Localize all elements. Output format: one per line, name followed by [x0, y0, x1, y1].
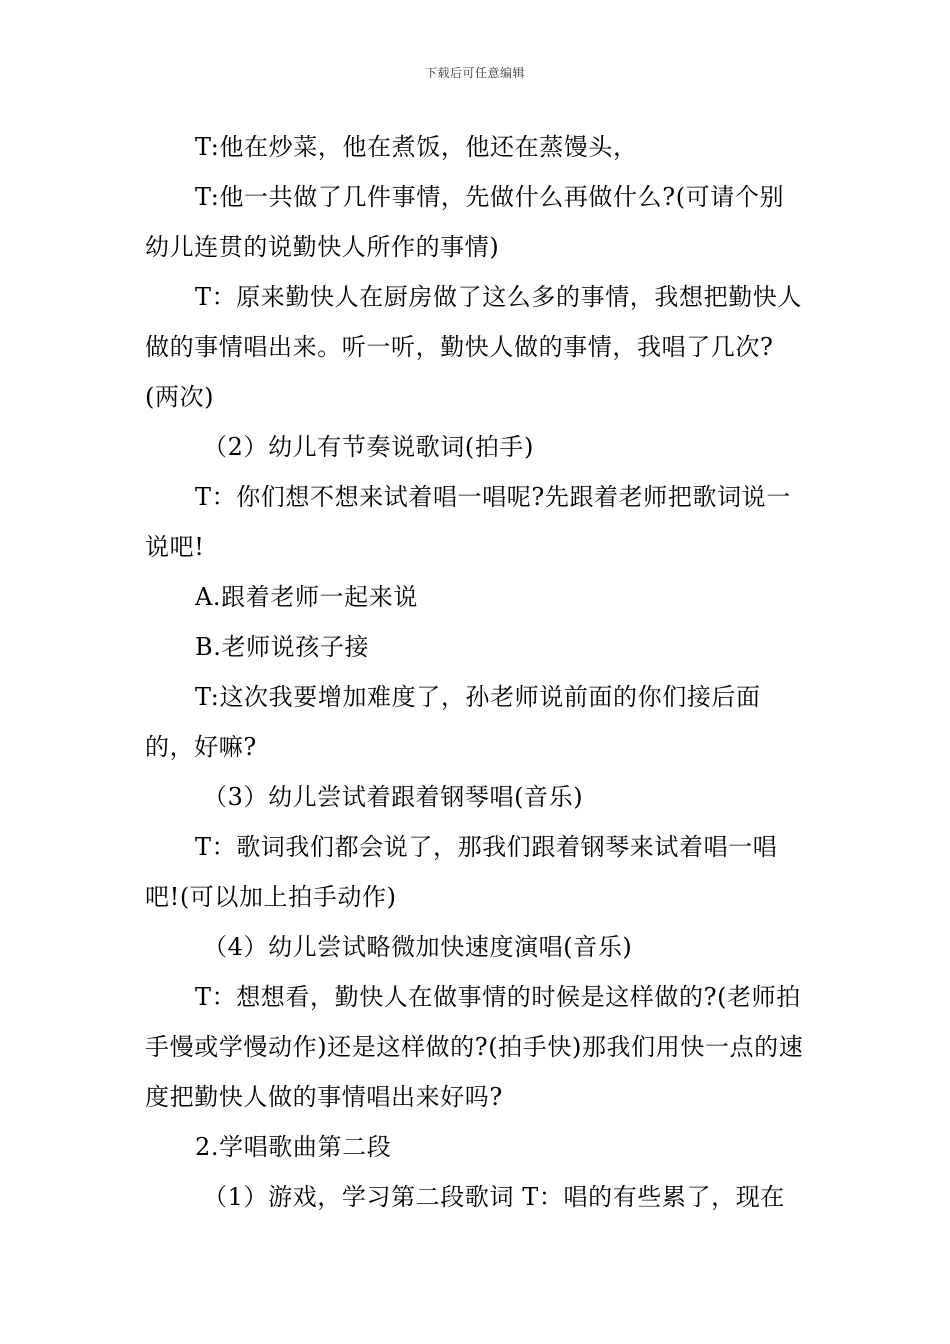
paragraph-subheading: （4）幼儿尝试略微加快速度演唱(音乐) — [203, 933, 633, 961]
paragraph: T：原来勤快人在厨房做了这么多的事情，我想把勤快人做的事情唱出来。听一听，勤快人做的事情，我唱了几次?(两次) — [145, 283, 803, 411]
section-heading: 2.学唱歌曲第二段 — [195, 1133, 392, 1161]
paragraph-list-item: B.老师说孩子接 — [195, 633, 370, 661]
paragraph: T：想想看，勤快人在做事情的时候是这样做的?(老师拍手慢或学慢动作)还是这样做的?(拍手快)那我们用快一点的速度把勤快人做的事情唱出来好吗? — [145, 983, 804, 1111]
paragraph-list-item: A.跟着老师一起来说 — [195, 583, 418, 611]
paragraph-subheading: （2）幼儿有节奏说歌词(拍手) — [203, 433, 534, 461]
document-body — [145, 122, 807, 1222]
paragraph-subheading: （1）游戏，学习第二段歌词 T：唱的有些累了，现在 — [203, 1183, 785, 1211]
paragraph: T:他在炒菜，他在煮饭，他还在蒸馒头， — [195, 133, 638, 161]
paragraph: T:这次我要增加难度了，孙老师说前面的你们接后面的，好嘛? — [145, 683, 761, 761]
paragraph: T：歌词我们都会说了，那我们跟着钢琴来试着唱一唱吧!(可以加上拍手动作) — [145, 833, 778, 911]
page-header: 下载后可任意编辑 — [424, 66, 525, 80]
paragraph-subheading: （3）幼儿尝试着跟着钢琴唱(音乐) — [203, 783, 584, 811]
paragraph: T：你们想不想来试着唱一唱呢?先跟着老师把歌词说一说吧! — [145, 483, 791, 561]
paragraph: T:他一共做了几件事情，先做什么再做什么?(可请个别幼儿连贯的说勤快人所作的事情) — [145, 183, 785, 261]
